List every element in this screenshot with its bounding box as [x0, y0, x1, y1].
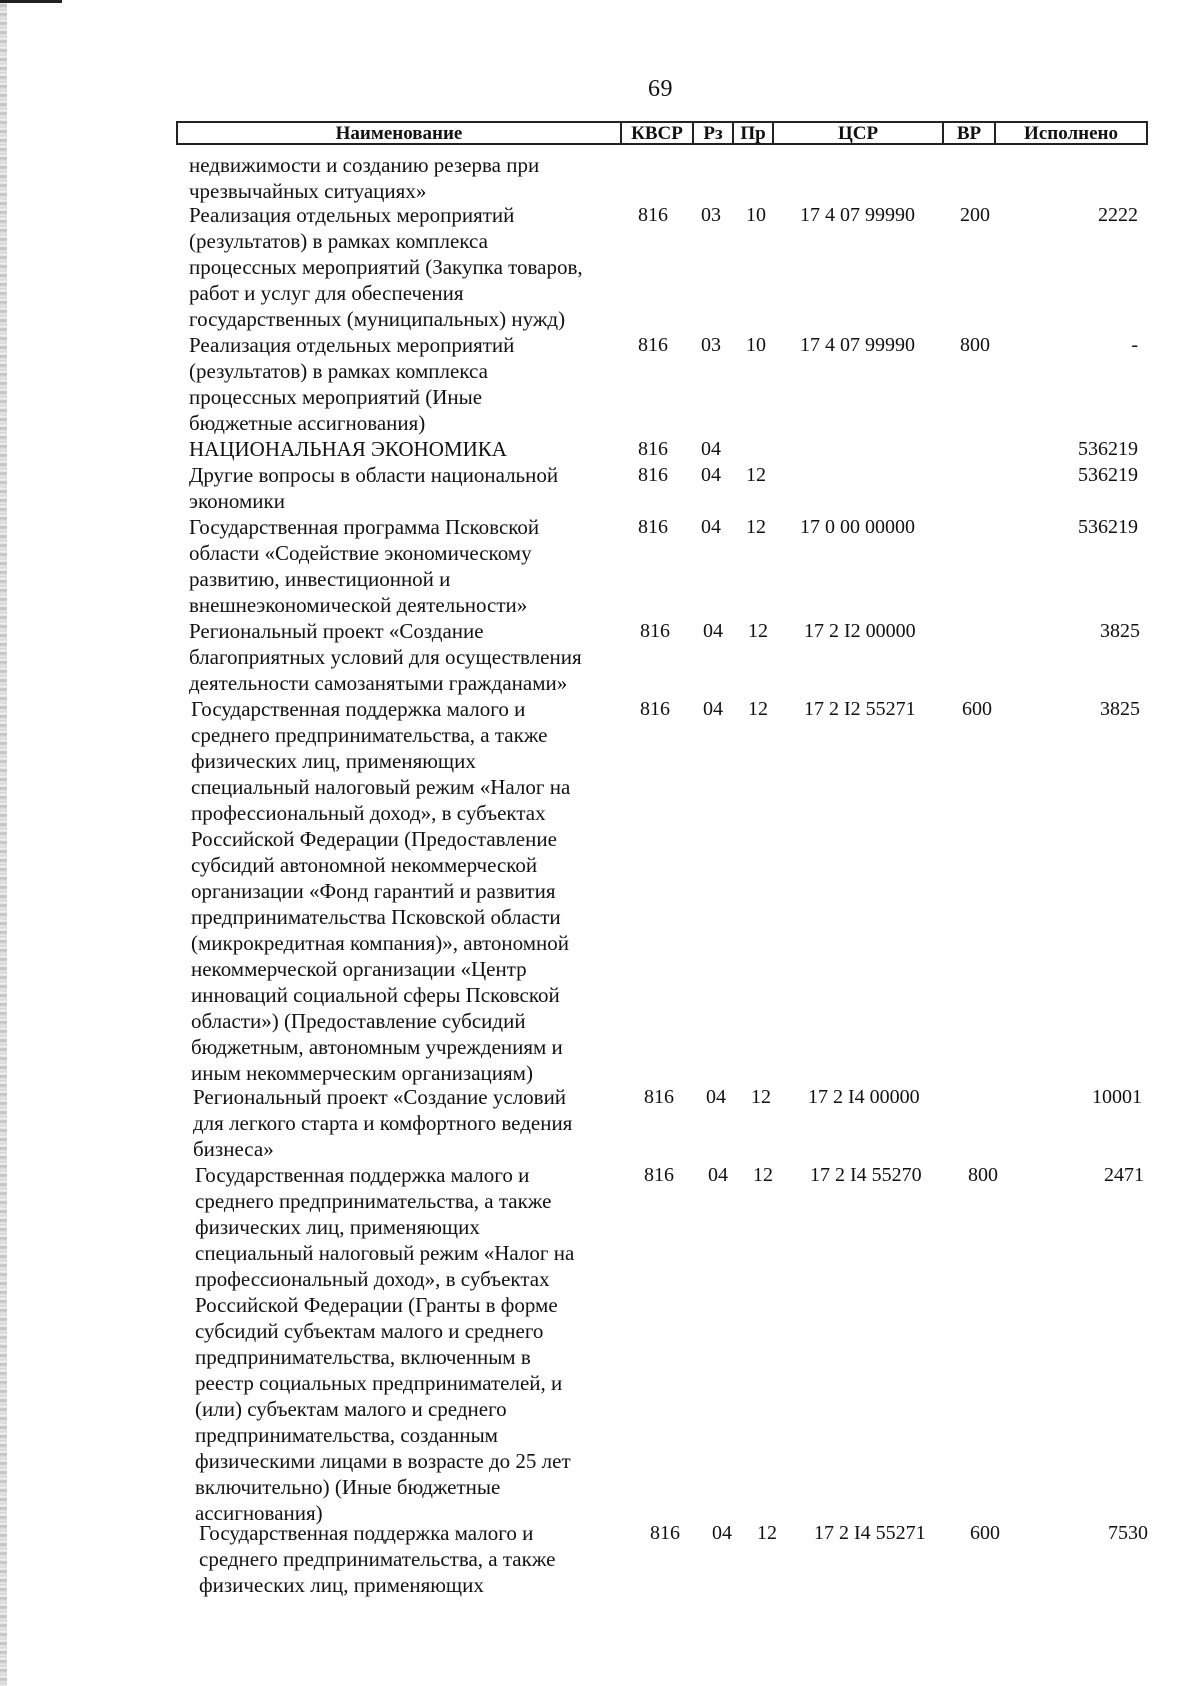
row-executed: 536219: [1078, 438, 1138, 460]
header-executed: Исполнено: [1024, 123, 1118, 144]
row-rz: 03: [701, 334, 721, 356]
row-name: Другие вопросы в области национальной экономики: [189, 463, 559, 513]
row-rz: 04: [703, 698, 723, 720]
row-kvsr: 816: [644, 1086, 674, 1108]
row-csr: 17 4 07 99990: [800, 204, 915, 226]
row-pr: 12: [746, 516, 766, 538]
table-header: [176, 121, 1148, 145]
row-name: Реализация отдельных мероприятий (результатов) в рамках комплекса процессных мероприятий (Иные бюджетные ассигнования): [189, 333, 515, 435]
row-executed: -: [1131, 334, 1138, 356]
header-csr: ЦСР: [837, 123, 879, 144]
row-rz: 04: [712, 1522, 732, 1544]
row-rz: 04: [701, 516, 721, 538]
row-name: Региональный проект «Создание благоприятных условий для осуществления деятельности самозанятыми гражданами»: [189, 619, 582, 695]
row-csr: 17 2 I4 55270: [810, 1164, 922, 1186]
row-executed: 2471: [1104, 1164, 1144, 1186]
row-name: Региональный проект «Создание условий для легкого старта и комфортного ведения бизнеса»: [193, 1085, 573, 1161]
row-rz: 04: [703, 620, 723, 642]
row-executed: 3825: [1100, 620, 1140, 642]
row-pr: 12: [746, 464, 766, 486]
row-pr: 10: [746, 334, 766, 356]
row-csr: 17 4 07 99990: [800, 334, 915, 356]
row-vr: 800: [960, 334, 990, 356]
row-kvsr: 816: [638, 464, 668, 486]
row-name: НАЦИОНАЛЬНАЯ ЭКОНОМИКА: [189, 437, 507, 461]
row-rz: 04: [706, 1086, 726, 1108]
row-rz: 04: [701, 438, 721, 460]
row-vr: 200: [960, 204, 990, 226]
row-name: Государственная программа Псковской области «Содействие экономическому развитию, инвестиционной и внешнеэкономической деятельности»: [189, 515, 540, 617]
row-rz: 04: [708, 1164, 728, 1186]
row-csr: 17 2 I4 55271: [814, 1522, 926, 1544]
row-vr: 600: [970, 1522, 1000, 1544]
row-kvsr: 816: [638, 516, 668, 538]
row-kvsr: 816: [640, 698, 670, 720]
row-kvsr: 816: [650, 1522, 680, 1544]
row-executed: 7530: [1108, 1522, 1148, 1544]
row-csr: 17 0 00 00000: [800, 516, 915, 538]
header-name: Наименование: [335, 123, 463, 144]
row-pr: 12: [757, 1522, 777, 1544]
row-csr: 17 2 I2 55271: [804, 698, 916, 720]
row-kvsr: 816: [644, 1164, 674, 1186]
row-pr: 12: [751, 1086, 771, 1108]
row-name: Государственная поддержка малого и среднего предпринимательства, а также физических лиц, применяющих: [199, 1521, 556, 1597]
row-vr: 600: [962, 698, 992, 720]
row-name: Государственная поддержка малого и среднего предпринимательства, а также физических лиц, применяющих специальный налоговый режим «Налог на профессиональный доход», в субъектах Российской Федерации (Гранты в форме субсидий субъектам малого и среднего предпринимательства, включенным в реестр социальных предпринимателей, и (или) субъектам малого и среднего предпринимательства, созданным физическими лицами в возрасте до 25 лет включительно) (Иные бюджетные ассигнования): [195, 1163, 575, 1525]
row-pr: 12: [753, 1164, 773, 1186]
header-vr: ВР: [956, 123, 982, 144]
row-executed: 10001: [1092, 1086, 1142, 1108]
scan-edge: [0, 0, 7, 1686]
scan-mark: [0, 0, 62, 3]
row-executed: 2222: [1098, 204, 1138, 226]
row-pr: 12: [748, 620, 768, 642]
header-rz: Рз: [703, 123, 723, 144]
row-csr: 17 2 I2 00000: [804, 620, 916, 642]
header-pr: Пр: [740, 123, 766, 144]
row-name: Государственная поддержка малого и среднего предпринимательства, а также физических лиц, применяющих специальный налоговый режим «Налог на профессиональный доход», в субъектах Российской Федерации (Предоставление субсидий автономной некоммерческой организации «Фонд гарантий и развития предпринимательства Псковской области (микрокредитная компания)», автономной некоммерческой организации «Центр инноваций социальной сферы Псковской области») (Предоставление субсидий бюджетным, автономным учреждениям и иным некоммерческим организациям): [191, 697, 571, 1085]
row-rz: 04: [701, 464, 721, 486]
row-rz: 03: [701, 204, 721, 226]
row-name: Реализация отдельных мероприятий (результатов) в рамках комплекса процессных мероприятий (Закупка товаров, работ и услуг для обеспечения государственных (муниципальных) нужд): [189, 203, 583, 331]
row-pr: 10: [746, 204, 766, 226]
page-number: 69: [648, 76, 673, 102]
row-pr: 12: [748, 698, 768, 720]
row-name: недвижимости и созданию резерва при чрезвычайных ситуациях»: [189, 153, 540, 203]
row-kvsr: 816: [638, 438, 668, 460]
row-executed: 536219: [1078, 516, 1138, 538]
row-csr: 17 2 I4 00000: [808, 1086, 920, 1108]
row-vr: 800: [968, 1164, 998, 1186]
row-executed: 3825: [1100, 698, 1140, 720]
header-kvsr: КВСР: [631, 123, 683, 144]
row-executed: 536219: [1078, 464, 1138, 486]
row-kvsr: 816: [640, 620, 670, 642]
row-kvsr: 816: [638, 204, 668, 226]
row-kvsr: 816: [638, 334, 668, 356]
